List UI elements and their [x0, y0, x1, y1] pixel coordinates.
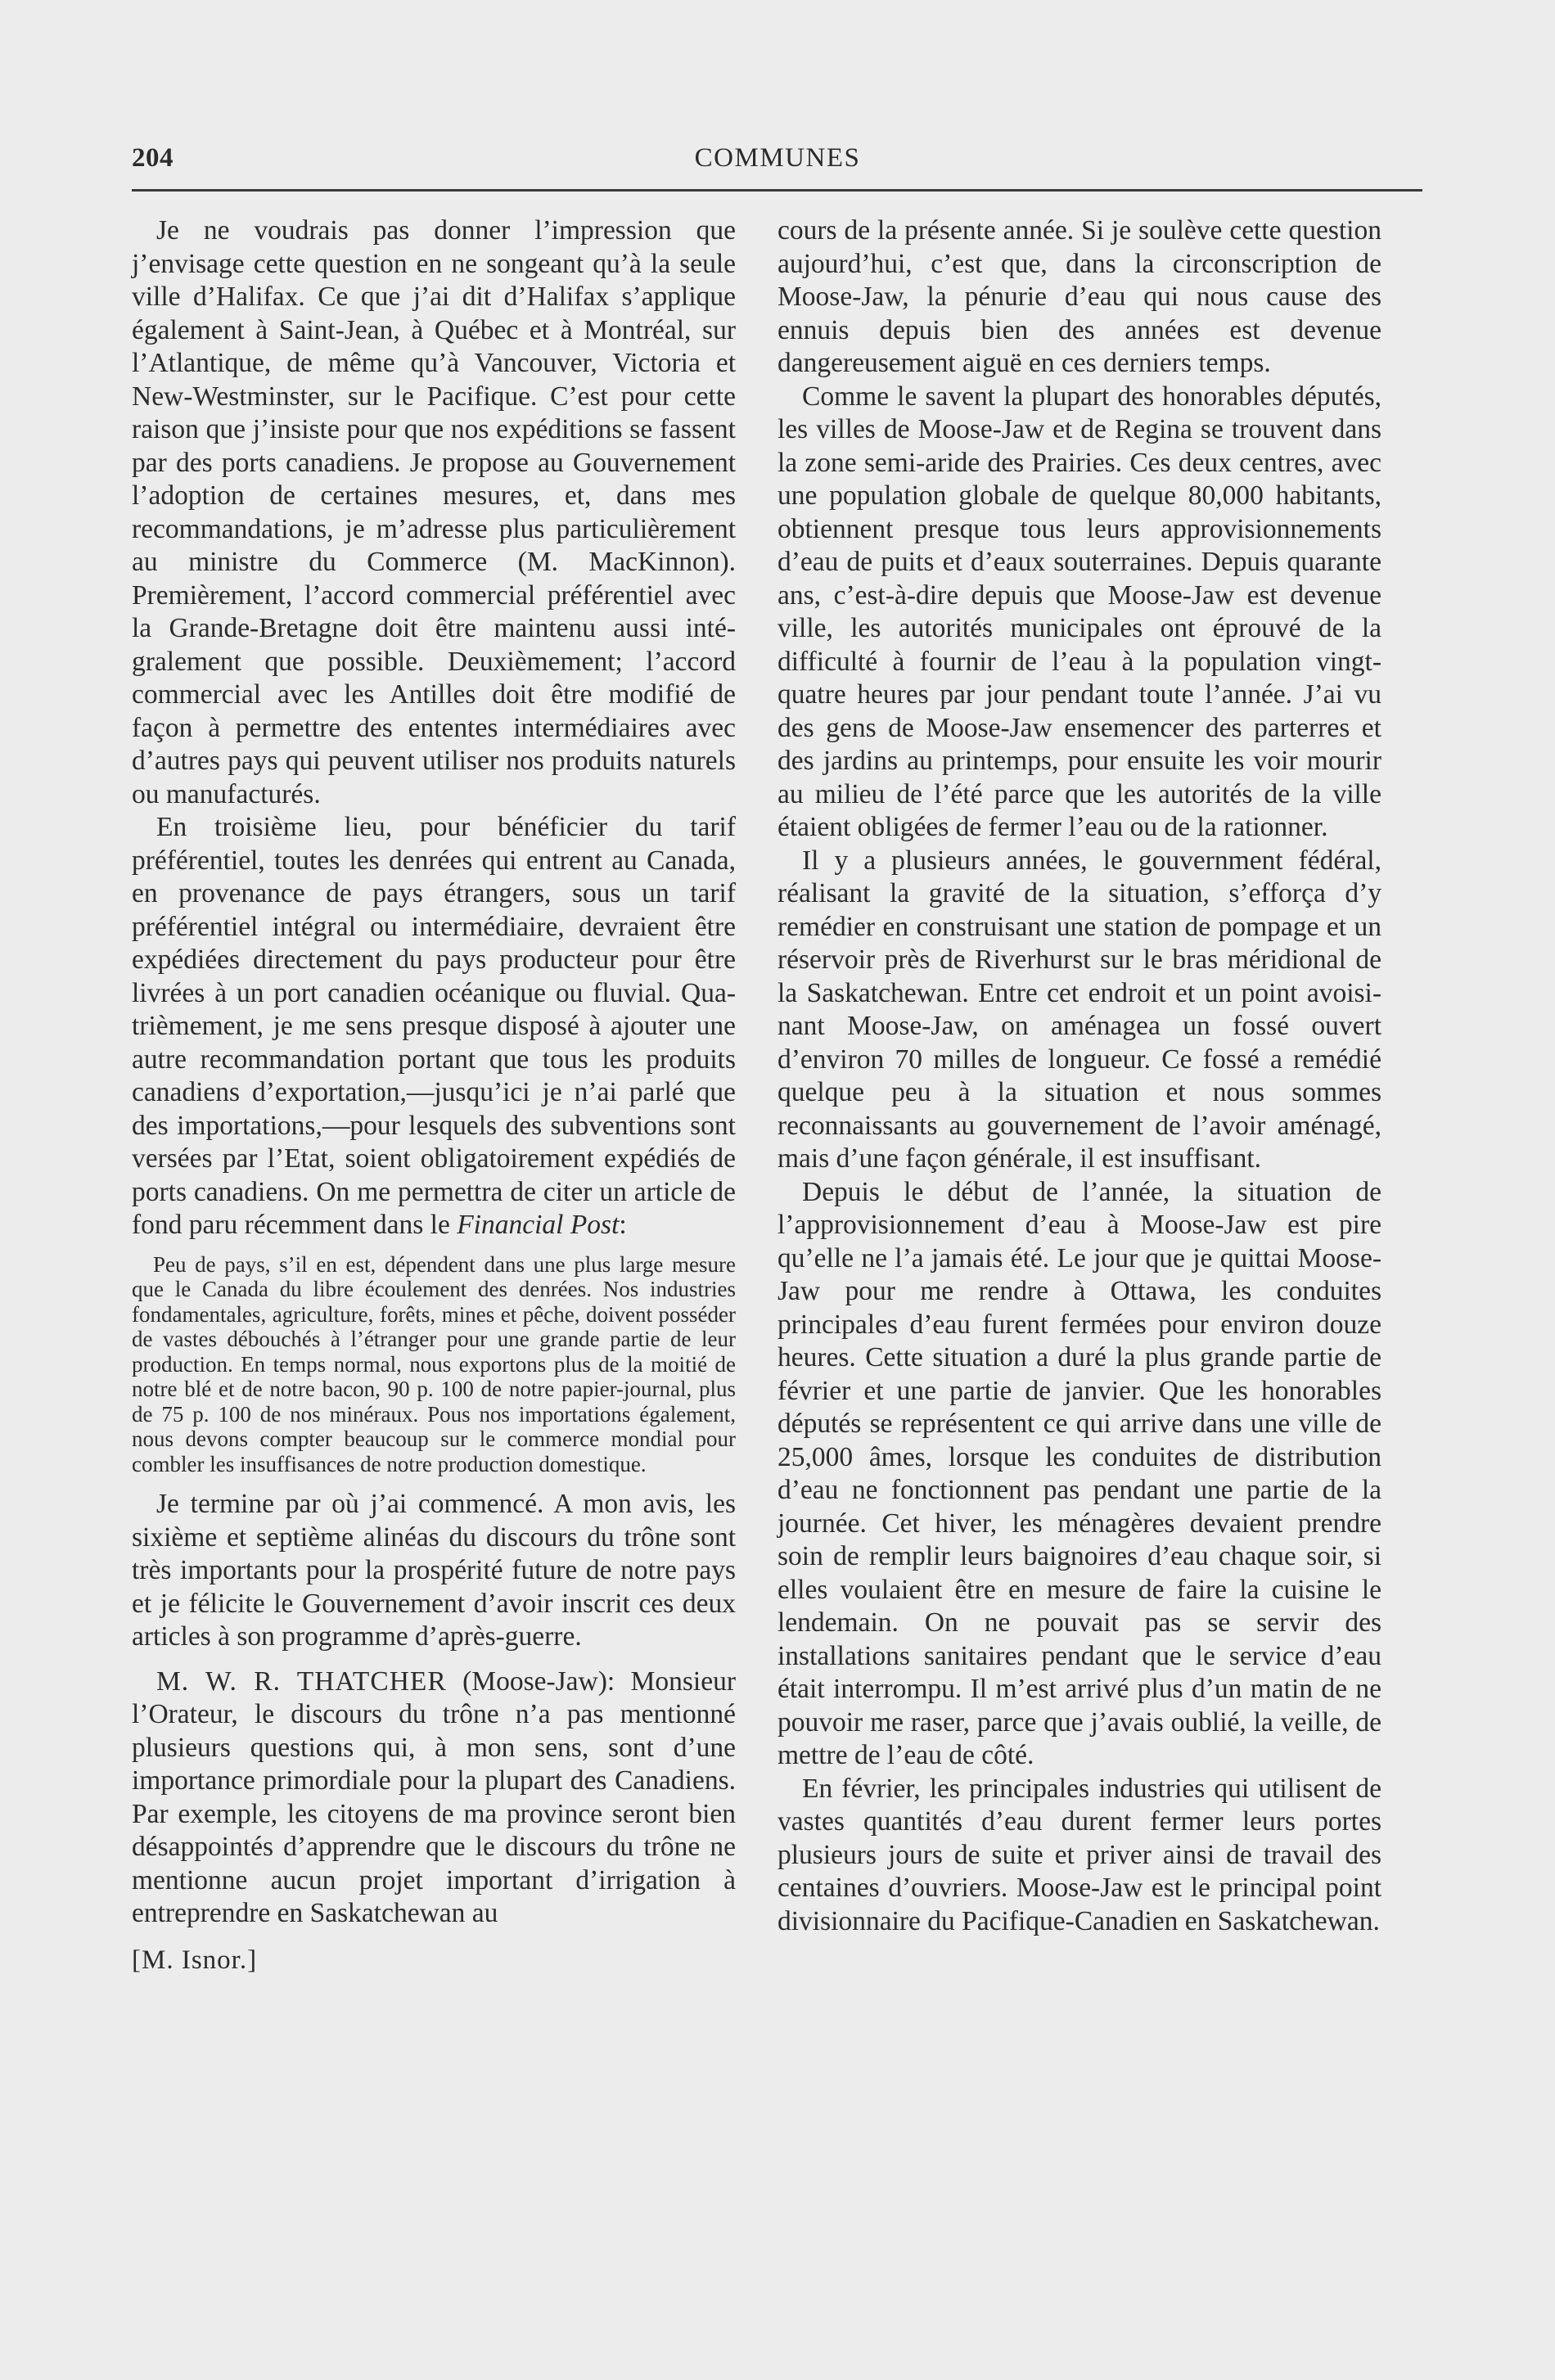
- left-column: [132, 214, 736, 1977]
- speaker-riding: (Moose-Jaw):: [462, 1666, 615, 1697]
- paragraph-water-supply: Depuis le début de l’année, la situation de l’approvisionnement d’eau à Moose-Jaw est pire qu’elle ne l’a jamais été. Le jour que je quittai Moose-Jaw pour me rendre à Ottawa, les conduites principales d’eau furent fermées pour environ douze heures. Cette situation a duré la plus grande partie de février et une partie de janvier. Que les honorables députés se représentent ce qui arrive dans une ville de 25,000 âmes, lorsque les conduites de distribution d’eau ne fonctionnent pas pendant une partie de la journée. Cet hiver, les ménagères devaient prendre soin de remplir leurs baignoires d’eau chaque soir, si elles voulaient être en mesure de faire la cuisine le lendemain. On ne pouvait pas se servir des installations sanitaires pendant que le service d’eau était interrompu. Il m’est arrivé plus d’un matin de ne pouvoir me raser, parce que j’avais oublié, la veille, de mettre de l’eau de côté.: [778, 1176, 1381, 1770]
- paragraph-tariff-text: En troisième lieu, pour bénéficier du tarif préférentiel, toutes les denrées qui entrent au Canada, en provenance de pays étrangers, sous un tarif préférentiel intégral ou intermédiaire, devraient être expédiées directement du pays producteur pour être livrées à un port canadien océanique ou fluvial. Quatrièmement, je me sens presque disposé à ajouter une autre recommandation portant que tous les produits canadiens d’exportation,—jusqu’ici je n’ai parlé que des importations,—pour lesquels des subventions sont versées par l’Etat, soient obligatoirement expédiés de ports canadiens. On me permettra de citer un article de fond paru récemment dans le: [132, 812, 736, 1240]
- thatcher-text: Monsieur l’Orateur, le discours du trône n’a pas mentionné plusieurs questions qui, à mon sens, sont d’une importance primordiale pour la plupart des Canadiens. Par exemple, les citoyens de ma province seront bien désappointés d’apprendre que le discours du trône ne mentionne aucun projet important d’irrigation à entreprendre en Saskatchewan au: [132, 1666, 737, 1928]
- block-quote: Peu de pays, s’il en est, dépendent dans une plus large mesure que le Canada du libre écoulement des denrées. Nos industries fondamentales, agriculture, forêts, mines et pêche, doivent posséder de vastes débouchés à l’étranger pour une grande partie de leur production. En temps normal, nous exportons plus de la moitié de notre blé et de notre bacon, 90 p. 100 de notre papier-journal, plus de 75 p. 100 de nos minéraux. Pous nos importations également, nous devons compter beaucoup sur le commerce mondial pour combler les insuffisances de notre production domestique.: [132, 1251, 736, 1476]
- paragraph-continued: cours de la présente année. Si je soulève cette question aujourd’hui, c’est que, dans la circonscription de Moose-Jaw, la pénurie d’eau qui nous cause des ennuis depuis bien des années est devenue dangereusement aiguë en ces derniers temps.: [778, 215, 1381, 378]
- paragraph-riverhurst: Il y a plusieurs années, le gouvernment fédéral, réalisant la gravité de la situation, s’efforça d’y remédier en construisant une station de pompage et un réservoir près de Riverhurst sur le bras méridional de la Saskatchewan. Entre cet endroit et un point avoisinant Moose-Jaw, on aménagea un fossé ouvert d’environ 70 milles de longueur. Ce fossé a remédié quelque peu à la situation et nous sommes reconnaissants au gouvernement de l’avoir aménagé, mais d’une façon générale, il est insuffisant.: [778, 845, 1381, 1174]
- header-rule: [132, 189, 1422, 192]
- speaker-footer-tag: [M. Isnor.]: [132, 1945, 258, 1975]
- paragraph-conclusion: Je termine par où j’ai commencé. A mon avis, les sixième et septième alinéas du discours du trône sont très importants pour la prospérité future de notre pays et je félicite le Gouvernement d’avoir inscrit ces deux articles à son programme d’après-guerre.: [132, 1489, 736, 1652]
- paragraph-tariff: [132, 811, 736, 1242]
- speaker-name: M. W. R. THATCHER: [156, 1666, 447, 1697]
- paragraph-tariff-end: :: [619, 1210, 627, 1240]
- paragraph-thatcher: [132, 1666, 736, 1931]
- publication-title: Financial Post: [457, 1210, 620, 1240]
- running-head: COMMUNES: [694, 143, 861, 173]
- page-number: 204: [132, 143, 174, 173]
- paragraph-industries: En février, les principales industries qui utilisent de vastes quantités d’eau durent fermer leurs portes plusieurs jours de suite et priver ainsi de travail des centaines d’ouvriers. Moose-Jaw est le principal point divisionnaire du Pacifique-Canadien en Saskatchewan.: [778, 1773, 1381, 1936]
- paragraph-semi-arid: Comme le savent la plupart des honorables députés, les villes de Moose-Jaw et de Regina se trouvent dans la zone semi-aride des Prairies. Ces deux centres, avec une population globale de quelque 80,000 habitants, obtiennent presque tous leurs approvisionnements d’eau de puits et d’eaux souterraines. Depuis quarante ans, c’est-à-dire depuis que Moose-Jaw est devenue ville, les autorités municipales ont éprouvé de la difficulté à fournir de l’eau à la population vingt-quatre heures par jour pendant toute l’année. J’ai vu des gens de Moose-Jaw ensemencer des parterres et des jardins au printemps, pour ensuite les voir mourir au milieu de l’été parce que les autorités de la ville étaient obligées de fermer l’eau ou de la rationner.: [778, 381, 1381, 842]
- right-column: [778, 214, 1381, 1938]
- paragraph-halifax: Je ne voudrais pas donner l’impression que j’envisage cette question en ne songeant qu’à la seule ville d’Halifax. Ce que j’ai dit d’Halifax s’applique également à Saint-Jean, à Québec et à Montréal, sur l’Atlantique, de même qu’à Vancouver, Victoria et New-Westminster, sur le Pacifique. C’est pour cette raison que j’insiste pour que nos expéditions se fassent par des ports canadiens. Je propose au Gouvernement l’adoption de certaines mesures, et, dans mes recommandations, je m’adresse plus particulièrement au ministre du Commerce (M. MacKinnon). Premièrement, l’accord commercial préférentiel avec la Grande-Bretagne doit être maintenu aussi intégralement que possible. Deuxièmement; l’accord commercial avec les Antilles doit être modifié de façon à permettre des ententes intermédiaires avec d’autres pays qui peuvent utiliser nos produits naturels ou manufacturés.: [132, 215, 736, 809]
